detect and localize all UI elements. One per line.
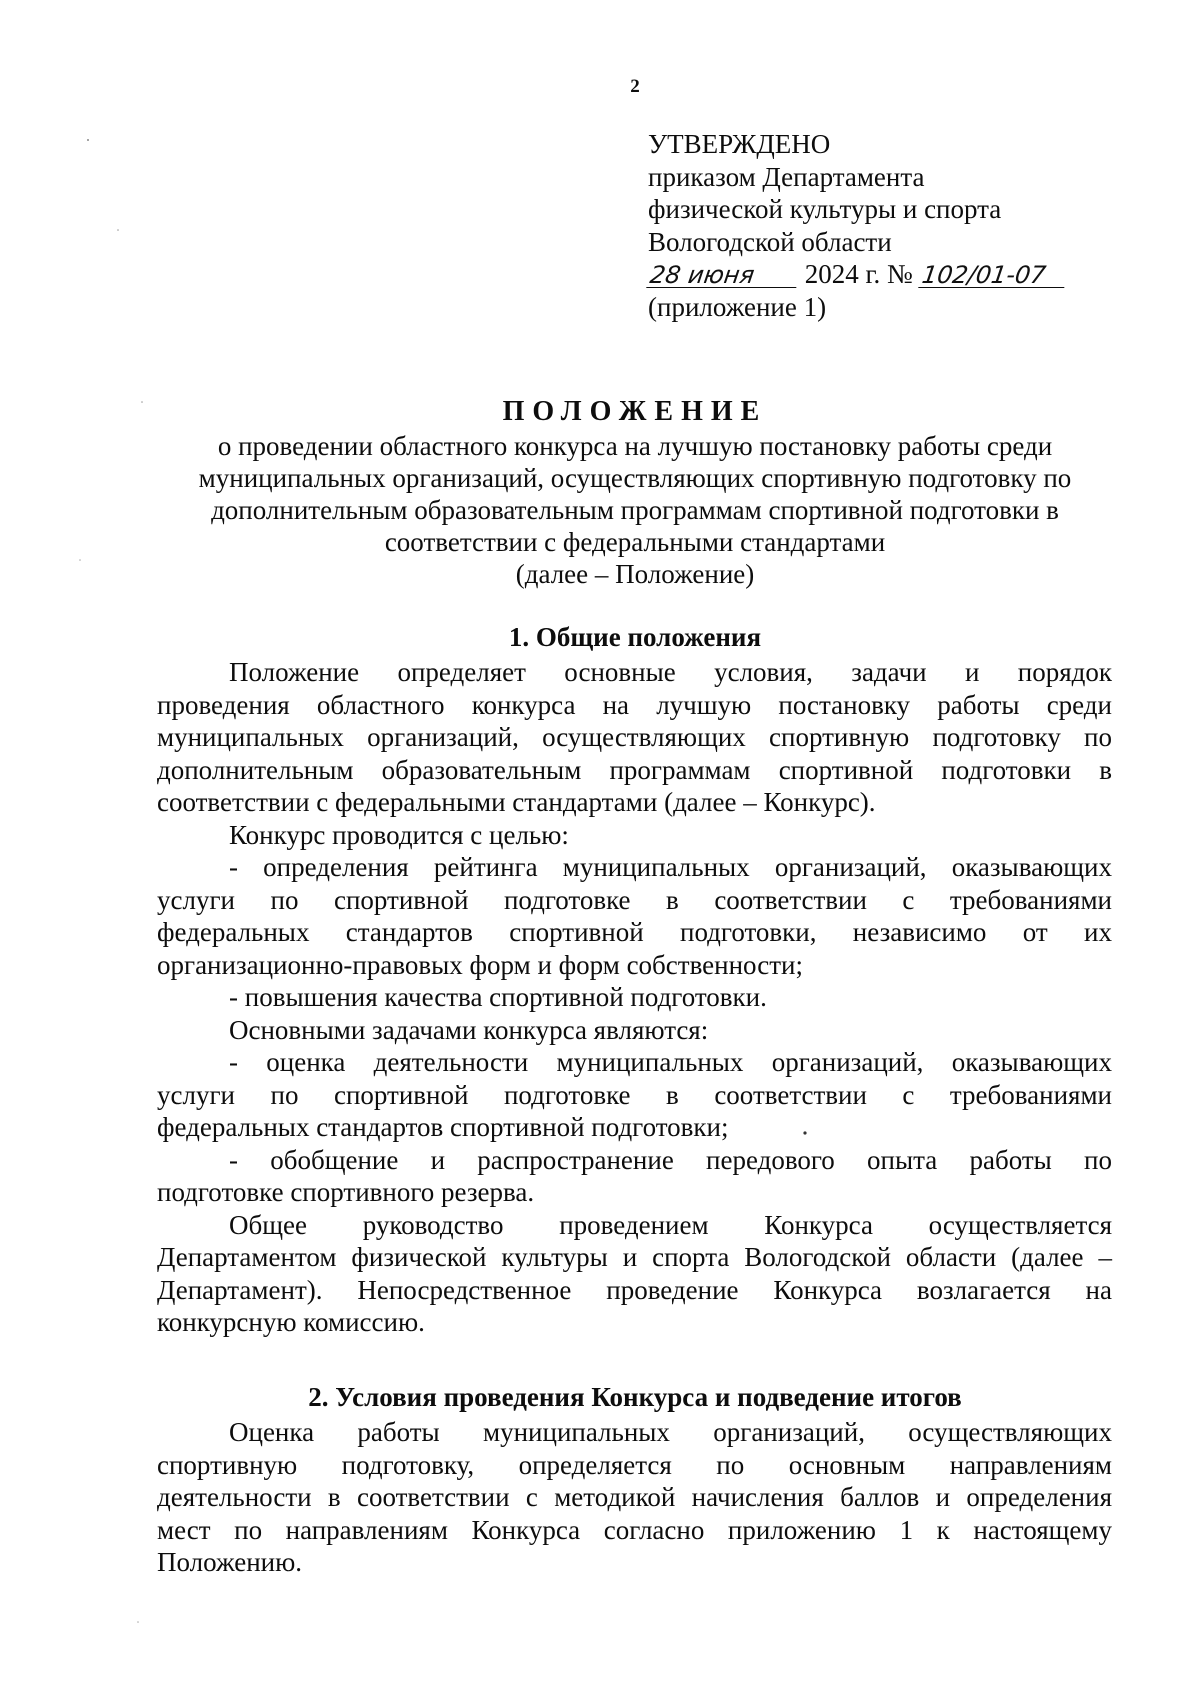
title-line-1: о проведении областного конкурса на лучшую постановку работы среди [217,431,1053,461]
approval-line-order: приказом Департамента [648,161,925,192]
paragraph-line: Департаментом физической культуры и спорта Вологодской области (далее – [157,1242,1112,1272]
paragraph-line: организационно-правовых форм и форм собственности; [157,949,803,980]
handwritten-date: 28 июня [646,263,800,288]
paragraph-line: соответствии с федеральными стандартами (далее – Конкурс). [157,787,876,817]
section-2-body [157,1416,1112,1579]
paragraph-line: Основными задачами конкурса являются: [229,1014,709,1045]
section-1-body [157,656,1112,1339]
paragraph-line: федеральных стандартов спортивной подготовки, независимо от их [157,917,1112,947]
paragraph-line: мест по направлениям Конкурса согласно приложению 1 к настоящему [157,1514,1112,1545]
title-line-5: (далее – Положение) [515,559,755,589]
approval-line-region: Вологодской области [648,226,892,257]
page-number: 2 [630,76,640,97]
paragraph-line: Конкурс проводится с целью: [229,819,569,850]
paragraph-line: спортивную подготовку, определяется по основным направлениям [157,1449,1112,1480]
paragraph-line: муниципальных организаций, осуществляющих спортивную подготовку по [157,722,1112,752]
paragraph-line: - обобщение и распространение передового опыта работы по [229,1144,1112,1175]
paragraph-line: услуги по спортивной подготовке в соответствии с требованиями [157,1079,1112,1110]
paragraph-line: - оценка деятельности муниципальных организаций, оказывающих [229,1047,1112,1077]
paragraph-line: Оценка работы муниципальных организаций, осуществляющих [229,1417,1112,1447]
approval-line-department: физической культуры и спорта [648,194,1002,224]
title-line-2: муниципальных организаций, осуществляющих спортивную подготовку по [198,463,1072,493]
approval-year-text: 2024 г. № [804,259,913,289]
section-2-heading: 2. Условия проведения Конкурса и подведение итогов [308,1382,962,1412]
title-line-4: соответствии с федеральными стандартами [384,527,886,557]
paragraph-line: Положение определяет основные условия, задачи и порядок [229,657,1112,687]
paragraph-line: - определения рейтинга муниципальных организаций, оказывающих [229,852,1112,882]
paragraph-line: конкурсную комиссию. [157,1307,425,1337]
handwritten-order-number: 102/01-07 [918,263,1068,288]
approved-label: УТВЕРЖДЕНО [648,129,831,159]
paragraph-line: - повышения качества спортивной подготовки. [229,982,767,1012]
paragraph-line: Общее руководство проведением Конкурса осуществляется [229,1209,1112,1240]
section-1-heading: 1. Общие положения [508,622,762,652]
paragraph-line: проведения областного конкурса на лучшую постановку работы среди [157,689,1112,720]
paragraph-line: подготовке спортивного резерва. [157,1177,535,1207]
paragraph-line: Положению. [157,1547,303,1577]
document-title-block [155,396,1115,590]
document-title: ПОЛОЖЕНИЕ [502,396,768,427]
paragraph-line: деятельности в соответствии с методикой начисления баллов и определения [157,1482,1112,1512]
paragraph-line: дополнительным образовательным программам спортивной подготовки в [157,754,1112,785]
paragraph-line: федеральных стандартов спортивной подготовки; [157,1112,729,1142]
approval-appendix: (приложение 1) [648,291,827,322]
paragraph-line: услуги по спортивной подготовке в соответствии с требованиями [157,884,1112,915]
title-line-3: дополнительным образовательным программам спортивной подготовки в [211,495,1059,525]
approval-date-line [648,258,1118,291]
approval-stamp-block [648,128,1118,323]
paragraph-line: Департамент). Непосредственное проведение Конкурса возлагается на [157,1274,1112,1305]
